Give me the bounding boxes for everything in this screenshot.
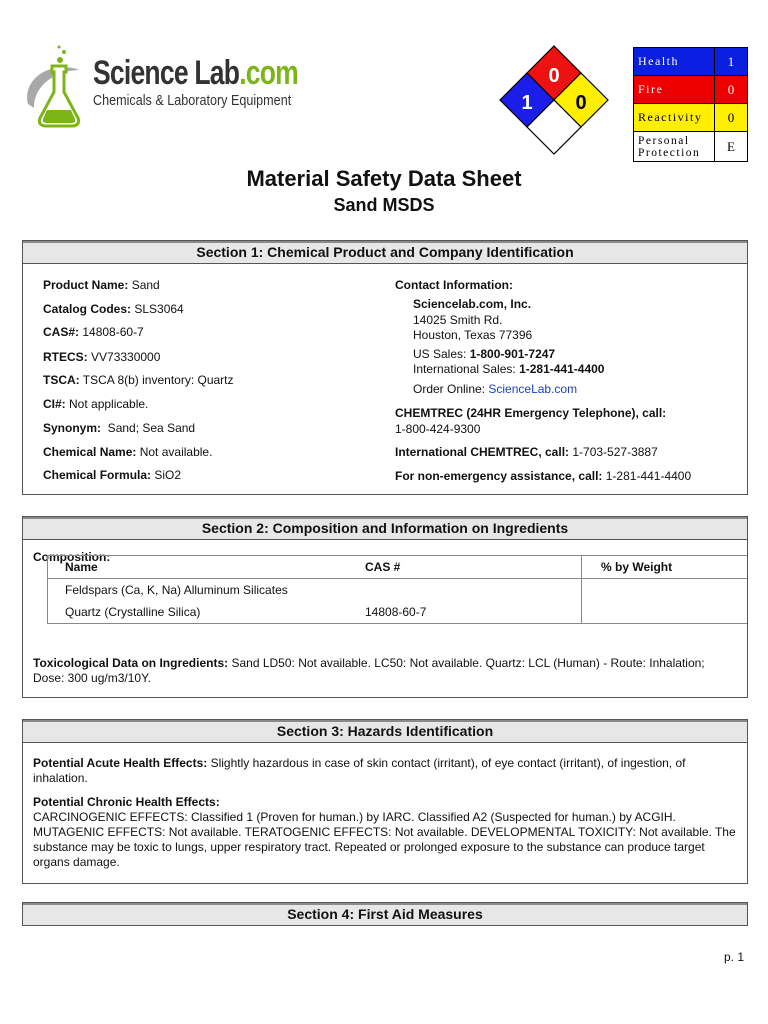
section-3 [22,719,748,884]
synonym-row: Synonym: Sand; Sea Sand [43,421,196,435]
hmis-reactivity-row: Reactivity 0 [634,104,747,132]
nfpa-diamond [497,44,611,160]
chronic-health-effects: Potential Chronic Health Effects: CARCINOGENIC EFFECTS: Classified 1 (Proven for human.) by IARC. Classified A2 (Suspected for human.) by ACGIH. MUTAGENIC EFFECTS: Not available. TERATOGENIC EFFECTS: Not available. DEVELOPMENTAL TOXICITY: Not available. The substance may be toxic to lungs, upper respiratory tract. Repeated or prolonged exposure to the substance can produce target organs damage. [33,795,736,869]
cell-cas: 14808-60-7 [365,605,427,619]
contact-info-label: Contact Information: [395,278,513,292]
cell-cas [348,579,582,602]
ci-row: CI#: Not applicable. [43,397,149,411]
document-title: Material Safety Data Sheet [246,166,522,191]
hmis-rating-table [633,47,748,162]
nfpa-reactivity-value: 0 [575,92,587,114]
company-name: Sciencelab.com, Inc. [413,297,532,311]
hmis-fire-row: Fire 0 [634,76,747,104]
cell-name: Quartz (Crystalline Silica) [65,605,201,619]
tsca-row: TSCA: TSCA 8(b) inventory: Quartz [43,373,234,387]
catalog-codes-row: Catalog Codes: SLS3064 [43,302,184,316]
cell-weight [582,601,748,624]
international-chemtrec: International CHEMTREC, call: 1-703-527-3887 [395,445,658,459]
document-subtitle: Sand MSDS [333,195,435,215]
flask-logo-icon [20,44,95,128]
hmis-protection-row: Personal Protection E [634,132,747,161]
chemtrec-phone: 1-800-424-9300 [395,422,481,436]
product-name-row: Product Name: Sand [43,278,160,292]
cell-weight [582,579,748,602]
logo-wordmark: Science Lab.com [93,54,298,92]
hmis-health-row: Health 1 [634,48,747,76]
logo-tagline: Chemicals & Laboratory Equipment [93,92,292,109]
column-header-cas: CAS # [365,560,401,574]
sciencelab-link[interactable]: ScienceLab.com [488,382,578,396]
section-4 [22,902,748,926]
non-emergency-contact: For non-emergency assistance, call: 1-281-441-4400 [395,469,692,483]
section-2 [22,516,748,698]
section-1-heading: Section 1: Chemical Product and Company Identification [23,241,747,264]
cell-name: Feldspars (Ca, K, Na) Alluminum Silicates [65,583,288,597]
table-header-row [48,556,748,579]
address-line-1: 14025 Smith Rd. [413,313,503,327]
chemical-formula-row: Chemical Formula: SiO2 [43,468,182,482]
us-sales: US Sales: 1-800-901-7247 [413,347,556,361]
cas-row: CAS#: 14808-60-7 [43,325,144,339]
column-header-weight: % by Weight [582,556,748,579]
rtecs-row: RTECS: VV73330000 [43,350,161,364]
toxicological-data: Toxicological Data on Ingredients: Sand LD50: Not available. LC50: Not available. Quartz: LCL (Human) - Route: Inhalation; Dose: 300 ug/m3/10Y. [33,656,705,685]
international-sales: International Sales: 1-281-441-4400 [413,362,605,376]
nfpa-fire-value: 0 [548,65,560,87]
composition-label: Composition: [33,550,111,564]
table-row [48,579,748,602]
address-line-2: Houston, Texas 77396 [413,328,533,342]
section-3-heading: Section 3: Hazards Identification [23,720,747,743]
nfpa-health-value: 1 [521,92,533,114]
section-4-heading: Section 4: First Aid Measures [23,903,747,925]
order-online: Order Online: ScienceLab.com [413,382,578,396]
column-header-name: Name [65,560,98,574]
table-row [48,601,748,624]
section-1 [22,240,748,495]
composition-table [47,555,747,624]
page-number: p. 1 [724,950,745,964]
chemtrec-label: CHEMTREC (24HR Emergency Telephone), call: [395,406,667,420]
acute-health-effects: Potential Acute Health Effects: Slightly hazardous in case of skin contact (irritant), of eye contact (irritant), of ingestion, of inhalation. [33,756,686,785]
section-2-heading: Section 2: Composition and Information on Ingredients [23,517,747,540]
chemical-name-row: Chemical Name: Not available. [43,445,213,459]
